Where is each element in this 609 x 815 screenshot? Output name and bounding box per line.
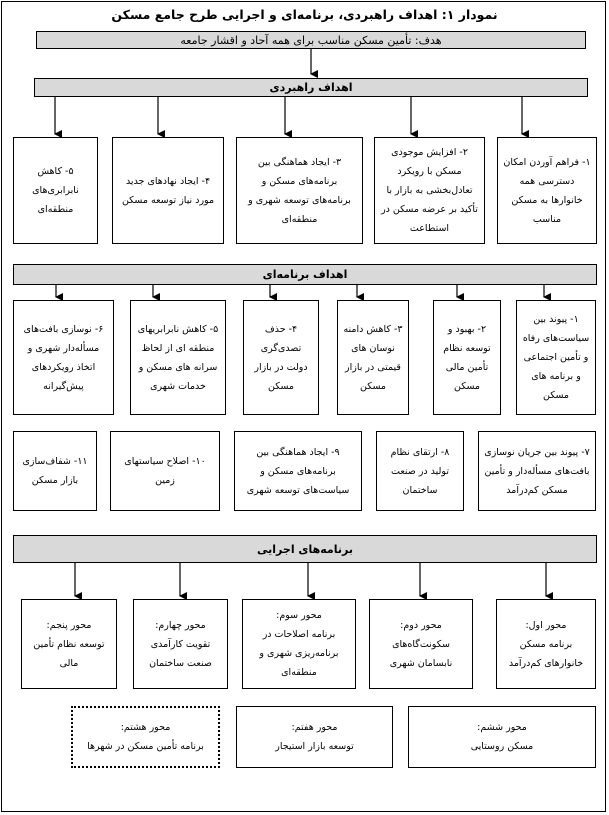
executive-axis-7 xyxy=(236,706,393,768)
program-goal-11: ۱۱- شفاف‌سازی بازار مسکن xyxy=(13,431,97,511)
program-goal-9: ۹- ایجاد هماهنگی بین برنامه‌های مسکن و سیاست‌های توسعه شهری xyxy=(234,431,362,511)
program-goals-header: اهداف برنامه‌ای xyxy=(13,264,597,285)
strategic-goal-3: ۳- ایجاد هماهنگی بین برنامه‌های مسکن و برنامه‌های توسعه شهری و منطقه‌ای xyxy=(236,137,363,244)
axis-label: محور هفتم: xyxy=(291,722,338,733)
axis-label: محور دوم: xyxy=(400,619,442,631)
program-goal-3: ۳- کاهش دامنه نوسان های قیمتی در بازار مسکن xyxy=(337,300,409,415)
goal-bar: هدف: تأمین مسکن مناسب برای همه آحاد و اقشار جامعه xyxy=(36,31,586,49)
executive-axis-6 xyxy=(408,706,596,768)
program-goal-6: ۶- نوسازی بافت‌های مسأله‌دار شهری و اتخاذ رویکردهای پیش‌گیرانه xyxy=(13,300,114,415)
strategic-goal-5: ۵- کاهش نابرابری‌های منطقه‌ای xyxy=(13,137,98,244)
axis-label: محور هشتم: xyxy=(120,722,171,733)
program-goal-7: ۷- پیوند بین جریان نوسازی بافت‌های مسأله‌دار و تأمین مسکن کم‌درآمد xyxy=(478,431,596,511)
axis-text: مسکن روستایی xyxy=(470,741,534,752)
axis-label: محور چهارم: xyxy=(155,619,206,631)
executive-axis-8 xyxy=(71,706,220,768)
axis-text: توسعه بازار استیجار xyxy=(275,741,354,752)
axis-label: محور اول: xyxy=(525,619,567,631)
executive-axis-3 xyxy=(242,599,356,689)
program-goal-2: ۲- بهبود و توسعه نظام تأمین مالی مسکن xyxy=(433,300,501,415)
axis-text: سکونت‌گاه‌های نابسامان شهری xyxy=(389,638,453,669)
axis-text: تقویت کارآمدی صنعت ساختمان xyxy=(149,638,212,669)
executive-axis-4 xyxy=(133,599,228,689)
program-goal-8: ۸- ارتقای نظام تولید در صنعت ساختمان xyxy=(376,431,464,511)
strategic-goal-1: ۱- فراهم آوردن امکان دسترسی همه خانوارها به مسکن مناسب xyxy=(497,137,597,244)
program-goal-5: ۵- کاهش نابرابریهای منطقه ای از لحاظ سرانه های مسکن و خدمات شهری xyxy=(130,300,226,415)
axis-label: محور پنجم: xyxy=(46,619,92,631)
axis-label: محور ششم: xyxy=(477,722,527,733)
strategic-goal-4: ۴- ایجاد نهادهای جدید مورد نیاز توسعه مسکن xyxy=(112,137,224,244)
axis-label: محور سوم: xyxy=(276,610,322,621)
axis-text: برنامه تأمین مسکن در شهرها xyxy=(87,741,204,752)
executive-programs-header: برنامه‌های اجرایی xyxy=(13,535,597,563)
executive-axis-5 xyxy=(21,599,117,689)
program-goal-1: ۱- پیوند بین سیاست‌های رفاه و تأمین اجتماعی و برنامه های مسکن xyxy=(516,300,596,415)
program-goal-10: ۱۰- اصلاح سیاستهای زمین xyxy=(110,431,220,511)
executive-axis-1 xyxy=(496,599,596,689)
strategic-goals-header: اهداف راهبردی xyxy=(34,78,588,97)
axis-text: توسعه نظام تأمین مالی xyxy=(33,638,105,669)
program-goal-4: ۴- حذف تصدی‌گری دولت در بازار مسکن xyxy=(243,300,319,415)
diagram-title: نمودار ۱: اهداف راهبردی، برنامه‌ای و اجرایی طرح جامع مسکن xyxy=(111,7,498,22)
strategic-goal-2: ۲- افزایش موجودی مسکن با رویکرد تعادل‌بخشی به بازار با تأکید بر عرضه مسکن در استطاعت xyxy=(374,137,485,244)
axis-text: برنامه مسکن خانوارهای کم‌درآمد xyxy=(508,638,584,669)
axis-text: برنامه اصلاحات در برنامه‌ریزی شهری و منطقه‌ای xyxy=(259,629,339,678)
executive-axis-2 xyxy=(369,599,473,689)
